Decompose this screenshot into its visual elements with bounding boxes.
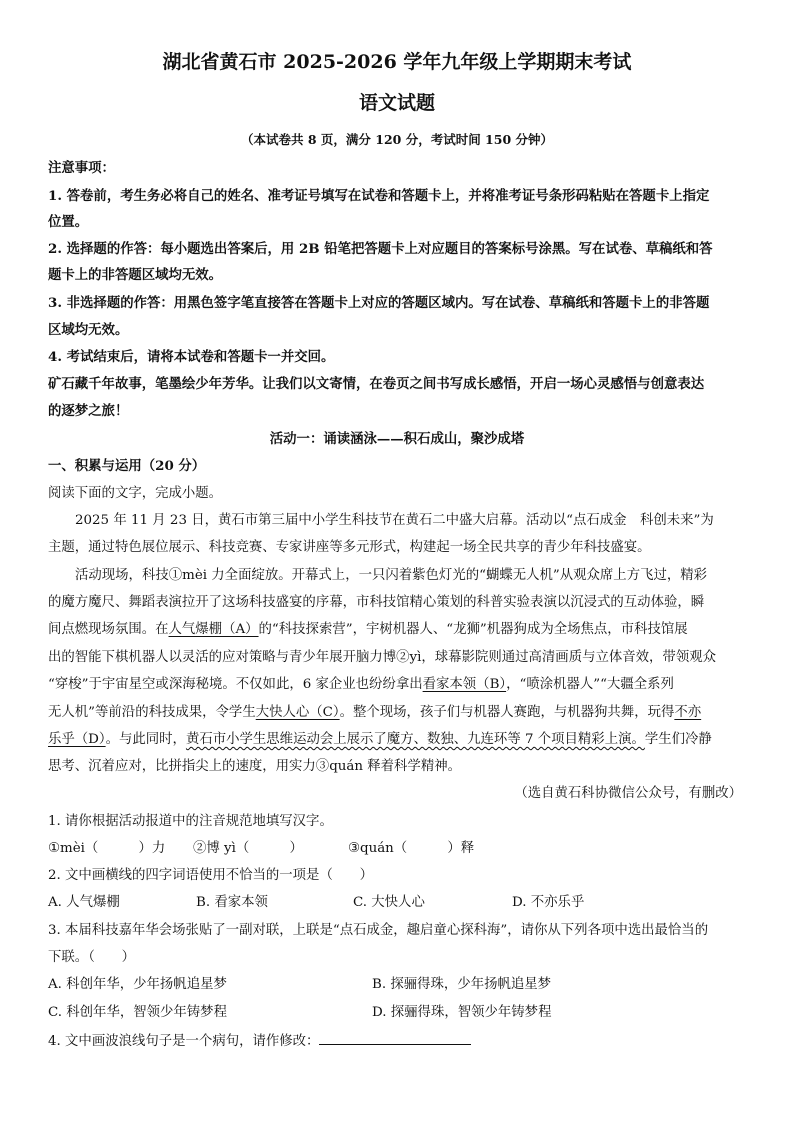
reading-instruction: 阅读下面的文字，完成小题。 (48, 486, 223, 501)
question-4: 4. 文中画波浪线句子是一个病句，请作修改： (48, 1030, 471, 1052)
activity-title: 活动一：诵读涵泳——积石成山，聚沙成塔 (269, 431, 525, 447)
underlined-idiom-b: 看家本领（B） (422, 677, 507, 692)
notice-heading: 注意事项： (48, 160, 115, 176)
passage-source: （选自黄石科协微信公众号，有删改） (514, 786, 742, 801)
passage-line: 出的智能下棋机器人以灵活的应对策略与青少年展开脑力博②yì，球幕影院则通过高清画质与立体音效，带领观众 (48, 650, 716, 665)
q2-option-d: D. 不亦乐乎 (512, 895, 585, 910)
underlined-idiom-d-cont: 乐乎（D） (48, 732, 106, 747)
answer-blank (319, 1030, 471, 1045)
notice-item-1: 1. 答卷前，考生务必将自己的姓名、准考证号填写在试卷和答题卡上，并将准考证号条形码粘贴在答题卡上指定 (48, 188, 710, 204)
section-heading: 一、积累与运用（20 分） (48, 458, 206, 474)
notice-item-2-cont: 题卡上的非答题区域均无效。 (48, 267, 223, 283)
q1-blank-2: ②博 yì（ ） (193, 841, 303, 856)
question-3: 3. 本届科技嘉年华会场张贴了一副对联，上联是“点石成金，趣启童心探科海”，请你从下列各项中选出最恰当的 (48, 923, 709, 938)
intro-text-cont: 的逐梦之旅！ (48, 403, 129, 419)
q2-option-b: B. 看家本领 (196, 895, 268, 910)
q3-option-c: C. 科创年华，智领少年铸梦程 (48, 1005, 227, 1020)
notice-item-1-cont: 位置。 (48, 214, 89, 230)
q3-option-b: B. 探骊得珠，少年扬帆追星梦 (372, 977, 552, 992)
subject-title: 语文试题 (358, 92, 435, 114)
notice-item-2: 2. 选择题的作答：每小题选出答案后，用 2B 铅笔把答题卡上对应题目的答案标号涂黑。写在试卷、草稿纸和答 (48, 241, 713, 257)
underlined-idiom-d: 不亦 (674, 705, 702, 720)
q2-option-c: C. 大快人心 (353, 895, 425, 910)
q3-option-a: A. 科创年华，少年扬帆追星梦 (48, 977, 227, 992)
q1-blank-3: ③quán（ ）释 (348, 841, 475, 856)
underlined-idiom-c: 大快人心（C） (255, 705, 340, 720)
question-2: 2. 文中画横线的四字词语使用不恰当的一项是（ ） (48, 868, 374, 883)
passage-line: 间点燃现场氛围。在人气爆棚（A）的“科技探索营”，宇树机器人、“龙狮”机器狗成为全场焦点，市科技馆展 (48, 622, 688, 637)
intro-text: 矿石藏千年故事，笔墨绘少年芳华。让我们以文寄情，在卷页之间书写成长感悟，开启一场心灵感悟与创意表达 (48, 376, 705, 392)
exam-info: （本试卷共 8 页，满分 120 分，考试时间 150 分钟） (241, 132, 553, 147)
passage-line: 主题，通过特色展位展示、科技竞赛、专家讲座等多元形式，构建起一场全民共享的青少年科技盛宴。 (48, 540, 651, 555)
passage-line: 乐乎（D）。与此同时，黄石市小学生思维运动会上展示了魔方、数独、九连环等 7 个项目精彩上演。学生们冷静 (48, 732, 712, 747)
notice-item-4: 4. 考试结束后，请将本试卷和答题卡一并交回。 (48, 349, 335, 365)
question-1: 1. 请你根据活动报道中的注音规范地填写汉字。 (48, 814, 333, 829)
passage-line: 活动现场，科技①mèi 力全面绽放。开幕式上，一只闪着紫色灯光的“蝴蝶无人机”从观众席上方飞过，精彩 (75, 568, 708, 583)
notice-item-3-cont: 区域均无效。 (48, 322, 129, 338)
q2-option-a: A. 人气爆棚 (48, 895, 120, 910)
notice-item-3: 3. 非选择题的作答：用黑色签字笔直接答在答题卡上对应的答题区域内。写在试卷、草稿纸和答题卡上的非答题 (48, 295, 710, 311)
wavy-underlined-sentence: 黄石市小学生思维运动会上展示了魔方、数独、九连环等 7 个项目精彩上演。 (185, 732, 645, 747)
q3-option-d: D. 探骊得珠，智领少年铸梦程 (372, 1005, 552, 1020)
passage-line: 的魔方魔尺、舞蹈表演拉开了这场科技盛宴的序幕，市科技馆精心策划的科普实验表演以沉浸式的互动体验，瞬 (48, 595, 705, 610)
exam-title: 湖北省黄石市 2025-2026 学年九年级上学期期末考试 (162, 51, 632, 73)
passage-line: “穿梭”于宇宙星空或深海秘境。不仅如此，6 家企业也纷纷拿出看家本领（B），“喷涂机器人”“大疆全系列 (48, 677, 674, 692)
passage-line: 无人机”等前沿的科技成果，令学生大快人心（C）。整个现场，孩子们与机器人赛跑，与机器狗共舞，玩得不亦 (48, 705, 702, 720)
passage-line: 2025 年 11 月 23 日，黄石市第三届中小学生科技节在黄石二中盛大启幕。活动以“点石成金 科创未来”为 (75, 513, 714, 528)
passage-line: 思考、沉着应对，比拼指尖上的速度，用实力③quán 释着科学精神。 (48, 759, 461, 774)
q1-blank-1: ①mèi（ ）力 (48, 841, 166, 856)
underlined-idiom-a: 人气爆棚（A） (168, 622, 259, 637)
question-3-cont: 下联。（ ） (48, 950, 136, 965)
